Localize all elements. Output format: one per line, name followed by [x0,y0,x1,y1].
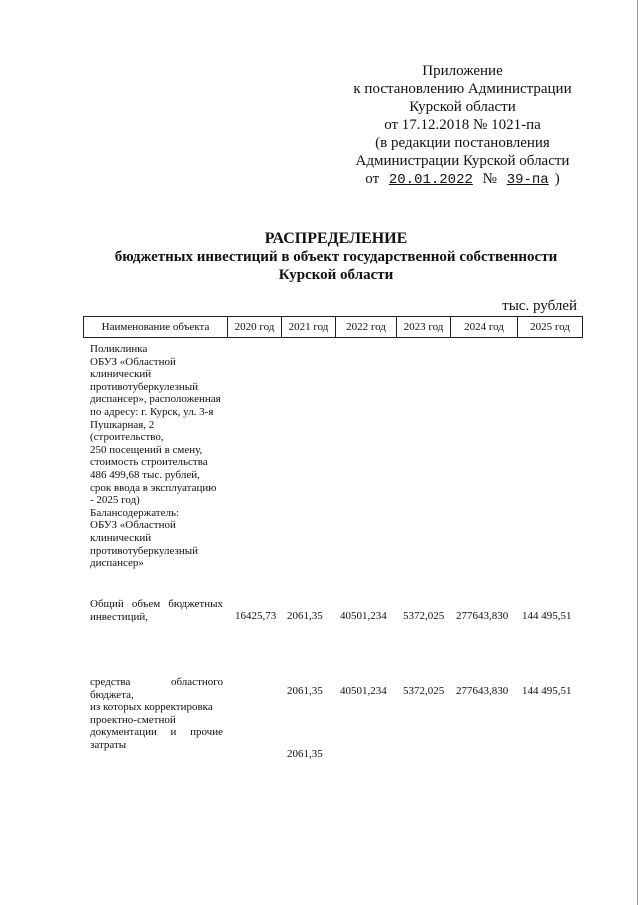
desc-line: диспансер», расположенная [90,393,221,406]
title-line2: бюджетных инвестиций в объект государственной собственности [114,249,558,265]
col-header-2021: 2021 год [282,317,336,338]
regional-label-line4: проектно-сметной [90,713,176,726]
appendix-header [330,62,595,189]
regional-2022: 40501,234 [340,685,387,697]
desc-line: клинический [90,368,152,381]
desc-line: срок ввода в эксплуатацию [90,481,217,494]
desc-line: Балансодержатель: [90,506,180,519]
regional-label [90,676,223,752]
desc-line: ОБУЗ «Областной [90,355,176,368]
title-line1: РАСПРЕДЕЛЕНИЕ [264,230,408,247]
desc-line: Пушкарная, 2 [90,418,155,431]
appendix-line4: от 17.12.2018 № 1021-па [384,117,541,133]
regional-2025: 144 495,51 [522,685,572,697]
regional-label-line6: затраты [90,738,127,751]
header-row [84,317,583,338]
title-line3: Курской области [278,267,394,283]
total-label [90,598,223,623]
from-label: от [365,171,380,187]
total-label-line1: Общий объем бюджетных [90,598,223,610]
regional-2023: 5372,025 [403,685,445,697]
col-header-2024: 2024 год [451,317,518,338]
desc-line: Поликлинка [90,343,148,355]
total-2023: 5372,025 [403,610,445,622]
desc-line: 486 499,68 тыс. рублей, [90,468,200,481]
regional-2024: 277643,830 [456,685,509,697]
total-label-line2: инвестиций, [90,610,149,623]
appendix-line5: (в редакции постановления [375,135,550,151]
appendix-line1: Приложение [422,63,503,79]
col-header-2022: 2022 год [336,317,397,338]
appendix-line6: Администрации Курской области [355,153,570,169]
regional-label-line2: бюджета, [90,688,134,701]
desc-line: противотуберкулезный [90,544,198,557]
appendix-line3: Курской области [409,99,516,115]
desc-line: (строительство, [90,431,164,444]
handwritten-number: 39-па [506,172,549,188]
close-paren: ) [554,171,560,187]
desc-line: - 2025 год) [90,494,140,507]
regional-2021: 2061,35 [287,685,323,697]
desc-line: стоимость строительства [90,456,208,469]
number-label: № [482,171,497,187]
desc-line: ОБУЗ «Областной [90,519,176,532]
header-table [83,316,583,338]
total-2022: 40501,234 [340,610,387,622]
appendix-line2: к постановлению Администрации [353,81,572,97]
handwritten-date: 20.01.2022 [388,172,473,188]
appendix-date-line [330,170,595,189]
page-edge-line [637,0,638,905]
col-header-2025: 2025 год [518,317,583,338]
total-2020: 16425,73 [235,610,277,622]
col-header-name: Наименование объекта [84,317,228,338]
total-2021: 2061,35 [287,610,323,622]
regional-label-line3: из которых корректировка [90,701,213,714]
col-header-2020: 2020 год [228,317,282,338]
desc-line: 250 посещений в смену, [90,443,203,456]
regional-label-line1: средства областного [90,676,223,688]
object-description [90,343,230,570]
desc-line: диспансер» [90,557,144,570]
total-2024: 277643,830 [456,610,509,622]
correction-2021: 2061,35 [287,748,323,760]
total-2025: 144 495,51 [522,610,572,622]
regional-label-line5: документации и прочие [90,726,223,739]
col-header-2023: 2023 год [397,317,451,338]
units-label: тыс. рублей [502,298,577,314]
desc-line: клинический [90,531,152,544]
document-title [100,230,572,284]
desc-line: по адресу: г. Курск, ул. 3-я [90,405,214,418]
desc-line: противотуберкулезный [90,380,198,393]
